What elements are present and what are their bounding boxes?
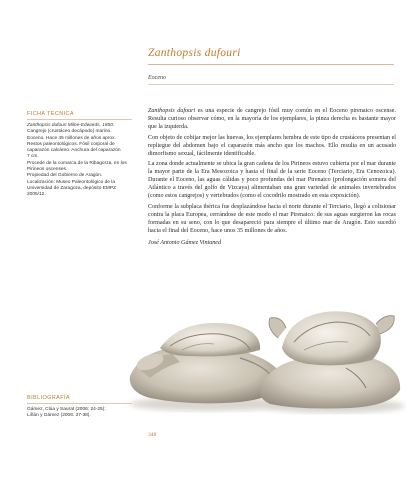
epoch-label: Eoceno <box>148 75 166 81</box>
epoch-divider <box>148 84 394 85</box>
ficha-tecnica-divider <box>27 119 132 120</box>
biblio-line: Gámez, Clúa y Saurat (2006: 24-25); <box>27 407 106 412</box>
page-title: Zanthopsis dufouri <box>148 47 241 59</box>
ficha-tecnica-list <box>27 123 135 199</box>
ficha-line: Localización: Museo Paleontológico de la <box>27 179 115 185</box>
ficha-tecnica-heading: FICHA TÉCNICA <box>27 111 74 117</box>
species-name: Zanthopsis dufouri <box>148 108 196 114</box>
article-body <box>148 108 396 251</box>
ficha-line: Eoceno. Hace 45 millones de años aprox. <box>27 135 116 141</box>
ficha-line: 2005/12. <box>27 192 46 198</box>
ficha-line: Universidad de Zaragoza, depósito EMPZ <box>27 185 117 191</box>
ficha-line: 7 cm. <box>27 154 39 160</box>
ficha-line: Zanthopsis dufouri Milne-Edwards, 1850. <box>27 123 115 128</box>
title-divider <box>148 64 394 65</box>
fossil-crab-photo <box>110 298 406 416</box>
ficha-line: Pirineos oscenses. <box>27 167 68 173</box>
paragraph-2: Con objeto de cobijar mejor las huevas, los ejemplares hembra de este tipo de crustáceos presentan el repliegue del abdomen bajo el caparazón más ancho que los machos. Ello resulta en un acusado dimorfismo sexual, fácilmente identificable. <box>148 134 396 157</box>
paragraph-1: Zanthopsis dufouri es una especie de cangrejo fósil muy común en el Eoceno pirenaico oscense. Resulta curioso observar cómo, en la mayoría de los ejemplares, la pinza derecha es bastante mayor que la izquierda. <box>148 108 396 130</box>
author-signature: José Antonio Gámez Vintaned <box>148 239 222 246</box>
ficha-line: caparazón calcáreo. Anchura del caparazón <box>27 148 121 154</box>
biblio-line: Liñán y Gámez (2006: 37-38). <box>27 413 91 419</box>
paragraph-3: La zona donde actualmente se ubica la gran cadena de los Pirineos estuvo cubierta por el mar durante la mayor parte de la Era Mesozoica y hasta el final de la serie Eoceno (Terciario, Era Cenozoica). Durante el Eoceno, las aguas cálidas y poco profundas del mar Pirenaico (prolongación somera del Atlántico a través del golfo de Vizcaya) alimentaban una gran variedad de animales invertebrados (como estos cangrejos) y vertebrados (como el cocodrilo mostrado en esta exposición). <box>148 161 396 200</box>
ficha-line: Propiedad del Gobierno de Aragón. <box>27 173 103 179</box>
page-number: 348 <box>148 432 157 438</box>
ficha-line: Cangrejo (crustáceo decápodo) marino. <box>27 129 112 135</box>
ficha-line: Restos paleontológicos. Fósil corporal de <box>27 141 115 147</box>
ficha-line: Procede de la comarca de la Ribagorza, en los <box>27 160 127 166</box>
bibliografia-heading: BIBLIOGRAFÍA <box>27 395 71 401</box>
paragraph-4: Conforme la subplaca ibérica fue desplazándose hacia el norte durante el Terciario, llegó a colisionar contra la placa Europea, cerrándose de este modo el mar Pirenaico: de sus aguas surgieron las rocas formadas en su seno, con lo que desapareció para siempre el último mar de Aragón. Esto sucedió hacia el final del Eoceno, hace unos 35 millones de años. <box>148 203 396 234</box>
